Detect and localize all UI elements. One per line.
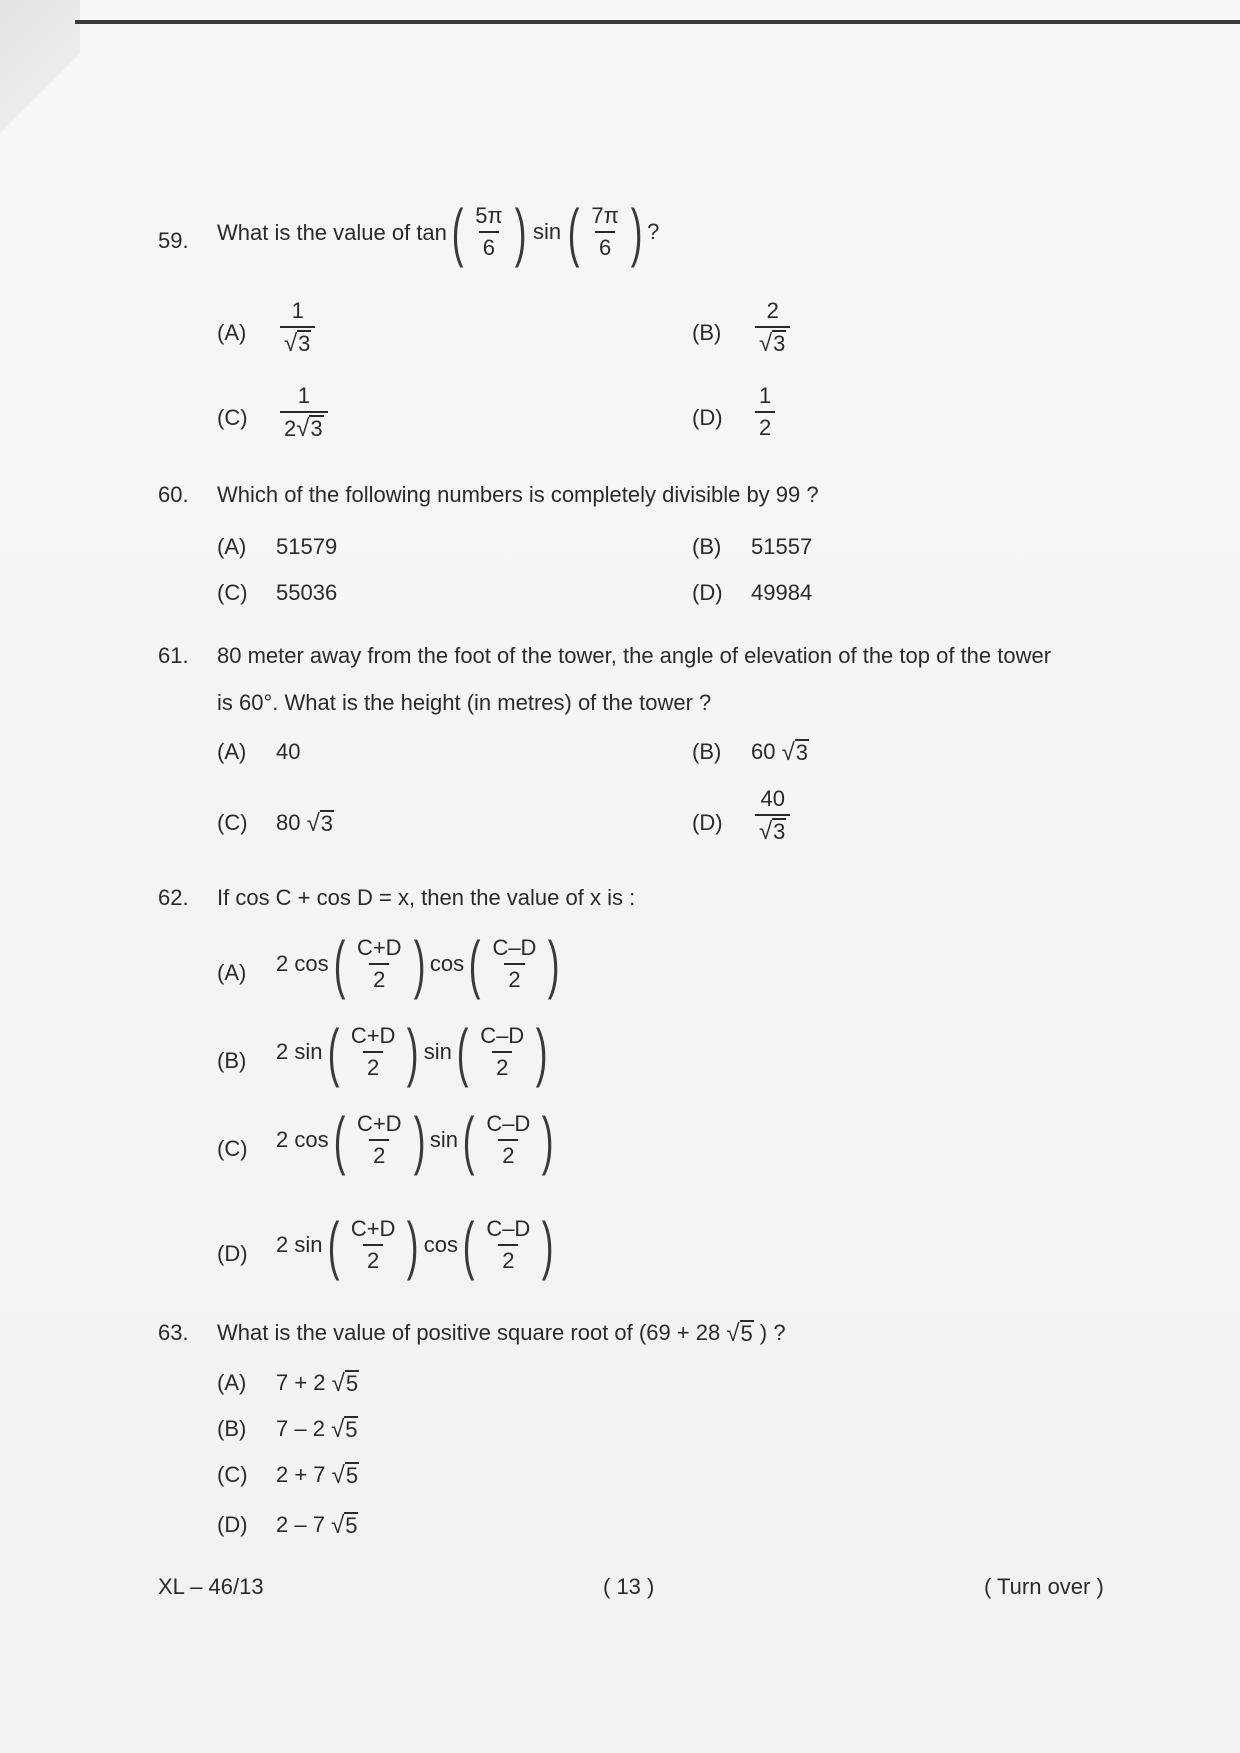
page-top-edge [75, 20, 1240, 24]
question-text-line-2: is 60°. What is the height (in metres) of the tower ? [217, 690, 712, 715]
question-number: 61. [158, 643, 189, 668]
question-number: 59. [158, 228, 189, 253]
question-number: 62. [158, 885, 189, 910]
paper-code: XL – 46/13 [158, 1574, 264, 1599]
page-number: ( 13 ) [603, 1574, 655, 1599]
question-text-line-1: 80 meter away from the foot of the tower, the angle of elevation of the top of the tower [217, 643, 1052, 668]
question-stem: What is the value of tan [217, 220, 447, 245]
fraction-5pi-6: $\frac{5\pi}{6}$ [475, 203, 503, 260]
question-text: What is the value of positive square root of (69 + 28 √ 5 ) ? [217, 1320, 786, 1347]
exam-page: 59. What is the value of tan ( $\frac{5\pi}{6}$ ) sin ( $\frac{7\pi}{6}$ ) ? (A) 1 √ 3 (B) 2 √ 3 (C) 1 2 √ 3 (D) $\frac{1}{2}$ 60. Which of the following numbers is completely divisible by 99 ? (A) 51579 (B) 51557 (C) 55036 (D) 49984 61. 80 meter away from the foot of the tower, the angle of elevation of the top of the tower is 60°. What is the height (in metres) of the tower ? (A) 40 (B) 60 √ 3 (C) 80 √ 3 (D) 40 √ 3 62. If cos C + cos D = x, then the value of x is : (A) 2 cos ( $\frac{C+D}{2}$ ) cos ( $\frac{C-D}{2}$ ) (B) 2 sin ( $\frac{C+D}{2}$ ) sin ( $\frac{C-D}{2}$ ) (C) 2 cos ( $\frac{C+D}{2}$ ) sin ( $\frac{C-D}{2}$ ) (D) 2 sin ( $\frac{C+D}{2}$ ) cos ( $\frac{C-D}{2}$ ) 63. What is the value of positive square root of (69 + 28 √ 5 ) ? (A) 7 + 2 √ 5 (B) 7 – 2 √ 5 (C) 2 + 7 √ 5 (D) 2 – 7 √ 5 XL – 46/13 ( 13 ) ( Turn over ) [0, 0, 1240, 1753]
fraction-7pi-6: $\frac{7\pi}{6}$ [591, 203, 619, 260]
question-number: 63. [158, 1320, 189, 1345]
folded-corner [0, 0, 80, 140]
turn-over-note: ( Turn over ) [984, 1574, 1104, 1599]
question-text: If cos C + cos D = x, then the value of x is : [217, 885, 636, 910]
question-text: Which of the following numbers is completely divisible by 99 ? [217, 482, 819, 507]
question-number: 60. [158, 482, 189, 507]
question-text: What is the value of tan ( $\frac{5\pi}{6}$ ) sin ( $\frac{7\pi}{6}$ ) ? [217, 196, 660, 268]
